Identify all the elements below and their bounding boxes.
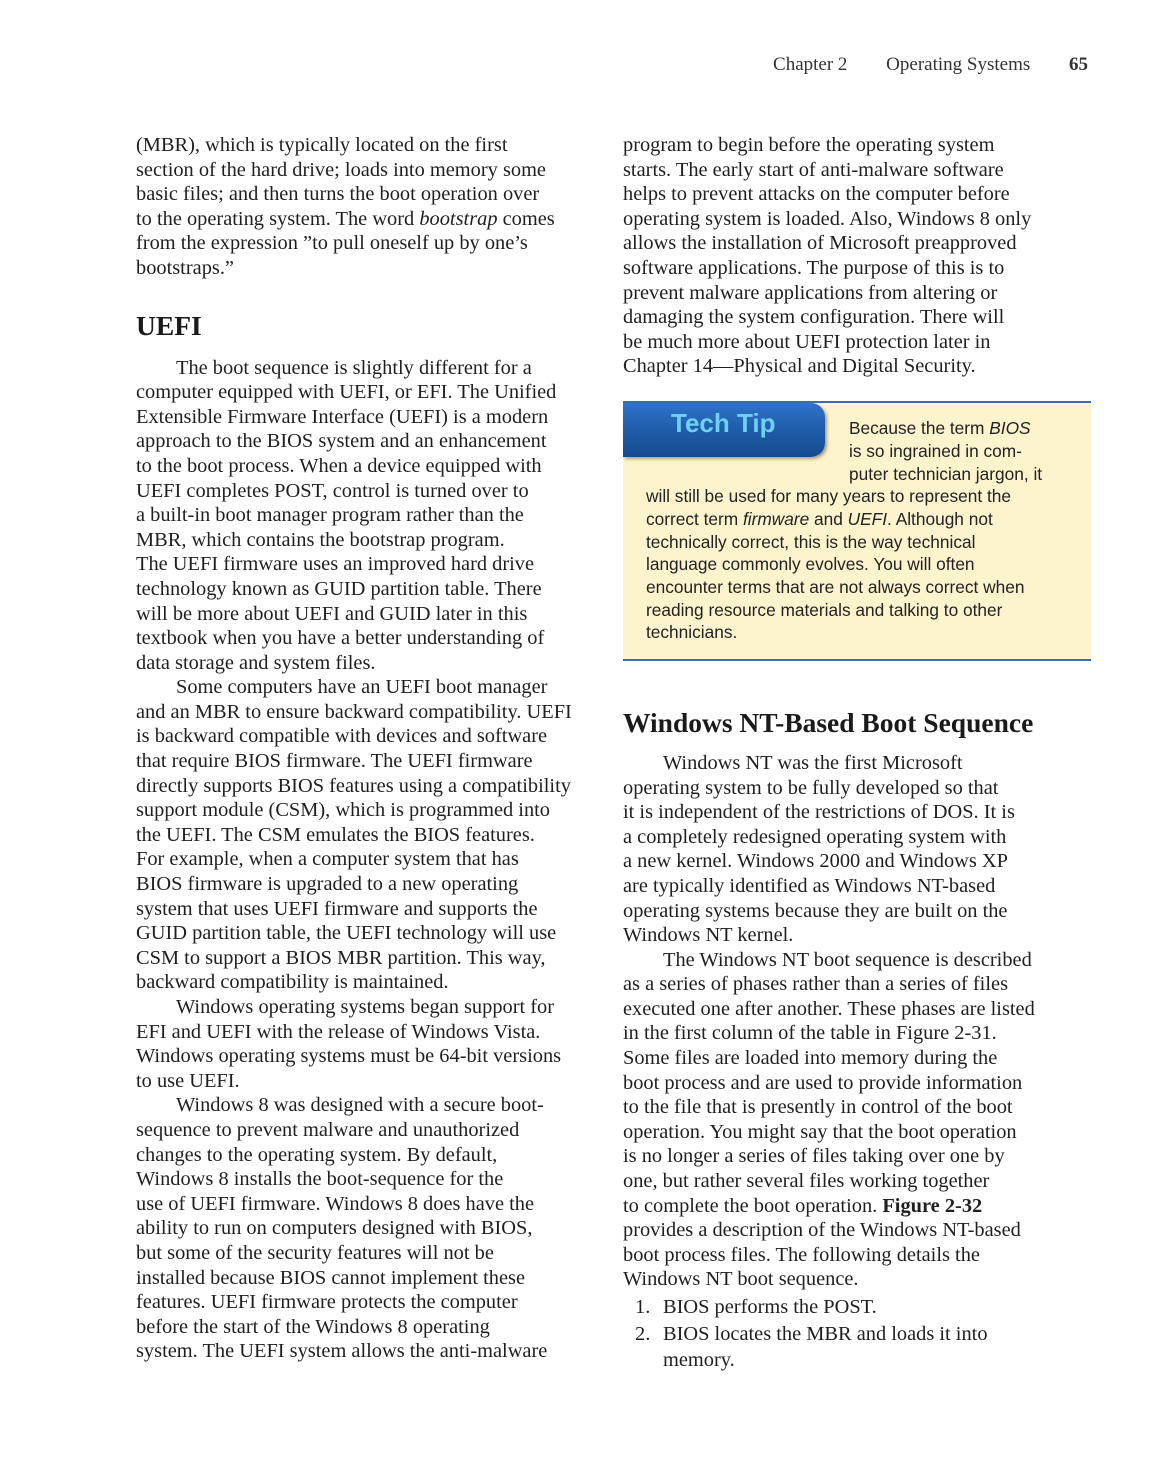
text-line: directly supports BIOS features using a compatibility bbox=[136, 774, 571, 797]
continuation-paragraph bbox=[623, 133, 1091, 379]
text-line: as a series of phases rather than a series of files bbox=[623, 973, 1009, 996]
text-line: Some computers have an UEFI boot manager bbox=[176, 676, 548, 699]
text-line: EFI and UEFI with the release of Windows Vista. bbox=[136, 1020, 541, 1043]
text-line: prevent malware applications from altering or bbox=[623, 281, 998, 304]
text-line: a built-in boot manager program rather than the bbox=[136, 504, 524, 527]
text-line: Windows NT was the first Microsoft bbox=[663, 751, 963, 774]
text-line: the UEFI. The CSM emulates the BIOS features. bbox=[136, 823, 535, 846]
paragraph bbox=[623, 948, 1091, 1292]
text-line: to the file that is presently in control of the boot bbox=[623, 1096, 1013, 1119]
intro-paragraph bbox=[136, 133, 606, 281]
text-line: computer equipped with UEFI, or EFI. The Unified bbox=[136, 381, 557, 404]
section-heading-uefi: UEFI bbox=[136, 309, 202, 341]
text-run: comes bbox=[497, 207, 555, 230]
text-line: CSM to support a BIOS MBR partition. This way, bbox=[136, 946, 546, 969]
right-column bbox=[623, 133, 1091, 1374]
text-line: BIOS firmware is upgraded to a new operating bbox=[136, 873, 519, 896]
text-line: GUID partition table, the UEFI technology will use bbox=[136, 922, 557, 945]
text-line: in the first column of the table in Figure 2-31. bbox=[623, 1022, 997, 1045]
text-line: bootstraps.” bbox=[136, 256, 234, 279]
boot-steps-list bbox=[623, 1294, 1091, 1374]
tip-line: will still be used for many years to represent the bbox=[646, 485, 1011, 506]
text-run: Because the term bbox=[849, 417, 990, 438]
text-line: software applications. The purpose of this is to bbox=[623, 256, 1005, 279]
text-line: but some of the security features will not be bbox=[136, 1241, 494, 1264]
text-line: UEFI completes POST, control is turned over to bbox=[136, 479, 529, 502]
text-line: be much more about UEFI protection later in bbox=[623, 330, 991, 353]
text-line: MBR, which contains the bootstrap program. bbox=[136, 528, 505, 551]
list-item bbox=[623, 1321, 1091, 1374]
tip-line: technically correct, this is the way technical bbox=[646, 531, 976, 552]
text-run: to complete the boot operation. bbox=[623, 1194, 883, 1217]
text-line: a new kernel. Windows 2000 and Windows XP bbox=[623, 850, 1008, 873]
text-line: Some files are loaded into memory during the bbox=[623, 1047, 998, 1070]
text-line: allows the installation of Microsoft preapproved bbox=[623, 232, 1017, 255]
text-line: Chapter 14—Physical and Digital Security. bbox=[623, 355, 976, 378]
text-line: BIOS locates the MBR and loads it into bbox=[663, 1322, 988, 1345]
list-item bbox=[623, 1294, 1091, 1321]
text-line: Windows operating systems must be 64-bit versions bbox=[136, 1045, 562, 1068]
text-line: section of the hard drive; loads into memory some bbox=[136, 158, 546, 181]
text-line: and an MBR to ensure backward compatibility. UEFI bbox=[136, 700, 572, 723]
text-line: operating systems because they are built on the bbox=[623, 899, 1008, 922]
chapter-title: Operating Systems bbox=[886, 54, 1031, 75]
text-line: executed one after another. These phases are listed bbox=[623, 997, 1035, 1020]
text-line: changes to the operating system. By default, bbox=[136, 1143, 498, 1166]
text-line: from the expression ”to pull oneself up by one’s bbox=[136, 232, 528, 255]
tech-tip-label: Tech Tip bbox=[671, 407, 776, 438]
paragraph bbox=[136, 675, 606, 995]
text-line: program to begin before the operating system bbox=[623, 134, 995, 156]
text-line: damaging the system configuration. There will bbox=[623, 306, 1005, 329]
text-line: data storage and system files. bbox=[136, 651, 376, 674]
running-head bbox=[773, 54, 1088, 76]
text-line: basic files; and then turns the boot operation over bbox=[136, 183, 540, 206]
text-line: ability to run on computers designed with BIOS, bbox=[136, 1217, 533, 1240]
text-line: features. UEFI firmware protects the computer bbox=[136, 1291, 518, 1314]
text-line: will be more about UEFI and GUID later in this bbox=[136, 602, 528, 625]
tech-tip-box bbox=[623, 401, 1091, 661]
text-line: boot process and are used to provide information bbox=[623, 1071, 1023, 1094]
text-line: to the boot process. When a device equipped with bbox=[136, 454, 542, 477]
text-line: it is independent of the restrictions of DOS. It is bbox=[623, 801, 1015, 824]
paragraph bbox=[136, 995, 606, 1093]
text-line: to use UEFI. bbox=[136, 1069, 240, 1092]
text-line: before the start of the Windows 8 operating bbox=[136, 1315, 490, 1338]
list-number: 2. bbox=[635, 1322, 651, 1345]
tip-line: language commonly evolves. You will often bbox=[646, 553, 975, 574]
text-line: Windows 8 was designed with a secure boot- bbox=[176, 1094, 544, 1117]
italic-term-bios: BIOS bbox=[989, 417, 1031, 438]
text-line: boot process files. The following details the bbox=[623, 1243, 980, 1266]
text-line: technology known as GUID partition table. There bbox=[136, 577, 542, 600]
figure-reference: Figure 2-32 bbox=[882, 1194, 983, 1217]
text-line: starts. The early start of anti-malware software bbox=[623, 158, 1004, 181]
text-line: that require BIOS firmware. The UEFI firmware bbox=[136, 750, 533, 773]
text-line: provides a description of the Windows NT-based bbox=[623, 1219, 1021, 1242]
text-line: system. The UEFI system allows the anti-malware bbox=[136, 1340, 548, 1363]
text-line: operation. You might say that the boot operation bbox=[623, 1120, 1017, 1143]
text-line: Windows NT kernel. bbox=[623, 924, 794, 947]
text-line: Windows operating systems began support for bbox=[176, 996, 555, 1018]
list-number: 1. bbox=[635, 1296, 651, 1318]
chapter-label: Chapter 2 bbox=[773, 54, 848, 75]
tip-line: technicians. bbox=[646, 621, 738, 642]
text-line: textbook when you have a better understanding of bbox=[136, 627, 545, 650]
text-run: and bbox=[809, 508, 848, 529]
text-line: approach to the BIOS system and an enhancement bbox=[136, 430, 547, 453]
text-line: The Windows NT boot sequence is described bbox=[663, 948, 1032, 971]
tip-line: encounter terms that are not always correct when bbox=[646, 576, 1025, 597]
text-line: system that uses UEFI firmware and supports the bbox=[136, 897, 538, 920]
text-line: use of UEFI firmware. Windows 8 does have the bbox=[136, 1192, 535, 1215]
text-line: support module (CSM), which is programmed into bbox=[136, 799, 551, 822]
text-line: The UEFI firmware uses an improved hard drive bbox=[136, 553, 535, 576]
text-line: backward compatibility is maintained. bbox=[136, 971, 449, 994]
italic-term-firmware: firmware bbox=[742, 508, 810, 529]
text-line: (MBR), which is typically located on the first bbox=[136, 134, 508, 156]
page-number: 65 bbox=[1069, 54, 1088, 75]
italic-term-uefi: UEFI bbox=[847, 508, 888, 529]
text-line: Windows NT boot sequence. bbox=[623, 1268, 859, 1291]
tech-tip-tab bbox=[623, 403, 825, 457]
text-line: sequence to prevent malware and unauthorized bbox=[136, 1118, 520, 1141]
text-line: helps to prevent attacks on the computer before bbox=[623, 183, 1010, 206]
tip-line bbox=[646, 508, 993, 531]
text-line bbox=[136, 207, 606, 232]
paragraph bbox=[136, 1093, 606, 1364]
tip-line bbox=[849, 417, 1031, 440]
text-line: BIOS performs the POST. bbox=[663, 1296, 877, 1318]
text-line: Windows 8 installs the boot-sequence for the bbox=[136, 1168, 504, 1191]
text-line: is backward compatible with devices and software bbox=[136, 725, 548, 748]
italic-term-bootstrap: bootstrap bbox=[419, 207, 498, 230]
text-run: . Although not bbox=[887, 508, 993, 529]
text-line: is no longer a series of files taking over one by bbox=[623, 1145, 1005, 1168]
text-run: to the operating system. The word bbox=[136, 207, 420, 230]
text-line: operating system to be fully developed so that bbox=[623, 776, 999, 799]
text-line: For example, when a computer system that has bbox=[136, 848, 519, 871]
text-line: memory. bbox=[663, 1349, 735, 1371]
text-line: operating system is loaded. Also, Windows 8 only bbox=[623, 207, 1032, 230]
tip-line: reading resource materials and talking to other bbox=[646, 599, 1003, 620]
text-line: installed because BIOS cannot implement these bbox=[136, 1266, 526, 1289]
text-run: correct term bbox=[646, 508, 743, 529]
section-heading-nt-boot: Windows NT-Based Boot Sequence bbox=[623, 706, 1034, 738]
text-line: The boot sequence is slightly different for a bbox=[176, 356, 532, 379]
text-line: one, but rather several files working together bbox=[623, 1170, 990, 1193]
text-line: a completely redesigned operating system with bbox=[623, 825, 1007, 848]
paragraph bbox=[136, 356, 606, 676]
text-line bbox=[623, 1194, 1091, 1219]
paragraph bbox=[623, 751, 1091, 948]
text-line: Extensible Firmware Interface (UEFI) is a modern bbox=[136, 405, 549, 428]
tip-line: puter technician jargon, it bbox=[849, 463, 1043, 484]
tip-line: is so ingrained in com- bbox=[849, 440, 1022, 461]
left-column bbox=[136, 133, 606, 1364]
text-line: are typically identified as Windows NT-based bbox=[623, 874, 996, 897]
